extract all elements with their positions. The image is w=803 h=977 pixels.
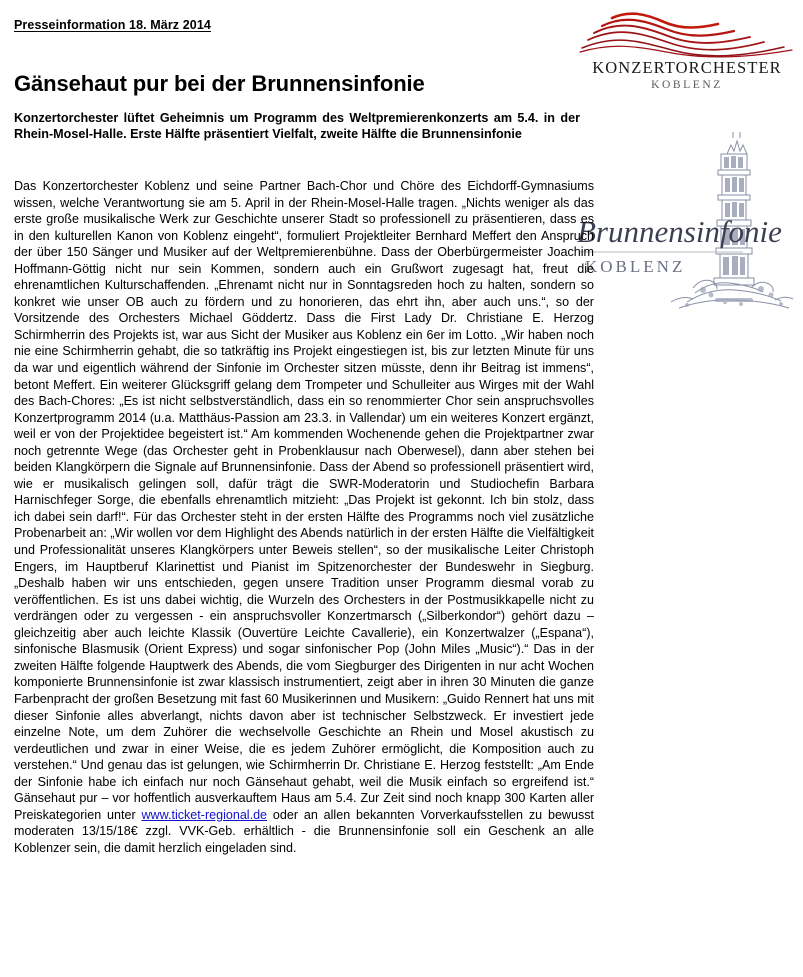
fountain-column-icon xyxy=(575,130,800,320)
konzertorchester-logo xyxy=(578,8,796,100)
subheadline: Konzertorchester lüftet Geheimnis um Programm des Weltpremierenkonzerts am 5.4. in der Rhein-Mosel-Halle. Erste Hälfte präsentiert Vielfalt, zweite Hälfte die Brunnensinfonie xyxy=(14,111,580,142)
article-body xyxy=(14,178,594,856)
brunnensinfonie-wordmark: Brunnensinfonie xyxy=(577,214,782,249)
article-body-part-2: oder an allen bekannten Vorverkaufsstellen zu bewusst moderaten 13/15/18€ zzgl. VVK-Geb. erhältlich - die Brunnensinfonie soll ein Geschenk an alle Koblenzer sein, die damit herzlich eingeladen sind. xyxy=(14,807,595,855)
page-title: Gänsehaut pur bei der Brunnensinfonie xyxy=(14,70,425,96)
article-body-part-1: Das Konzertorchester Koblenz und seine Partner Bach-Chor und Chöre des Eichdorff-Gymnasiums wissen, welche Verantwortung sie am 5. April in der Rhein-Mosel-Halle tragen. „Nichts weniger als das erste große musikalische Werk zur Geschichte unserer Stadt so professionell zu präsentieren, dass es in den kulturellen Kanon von Koblenz eingeht“, formuliert Projektleiter Bernhard Meffert den Anspruch der über 150 Sänger und Musiker auf der Weltpremierenbühne. Dass der Oberbürgermeister Joachim Hoffmann-Göttig nicht nur sein Kommen, sondern auch ein Grußwort zugesagt hat, freut die ehrenamtlichen Kulturschaffenden. „Ehrenamt nicht nur in Sonntagsreden hoch zu halten, sondern so konkret wie unser OB auch zu fördern und zu honorieren, das ehrt ihn, aber auch uns.“, so der Vorsitzende des Orchesters Michael Göddertz. Dass die First Lady Dr. Christiane E. Herzog Schirmherrin des Projekts ist, war aus Sicht der Musiker aus Koblenz ein 6er im Lotto. „Wir haben noch nie eine Schirmherrin gehabt, die so tatkräftig ins Projekt eingestiegen ist, bis zur letzten Minute für uns da war und eigentlich während der Sinfonie im Orchester sitzen müsste, denn ihr Beitrag ist immens“, betont Meffert. Ein weiterer Glücksgriff gelang dem Trompeter und Schulleiter aus Wirges mit der Wahl des Bach-Chores: „Es ist nicht selbstverständlich, dass ein so renommierter Chor sein anspruchsvolles Konzertprogramm 2014 (u.a. Matthäus-Passion am 23.3. in Vallendar) um ein weiteres Konzert ergänzt, weil er von der Projektidee begeistert ist.“ Am kommenden Wochenende gehen die Projektpartner zwar noch getrennte Wege (das Orchester geht in Probenklausur nach Oberwesel), dann aber stehen bei beiden Klangkörpern die Signale auf Brunnensinfonie. Dass der Abend so professionell präsentiert wird, wie er musikalisch gelingen soll, dafür trägt die SWR-Moderatorin und Studiochefin Barbara Harnischfeger Sorge, die ebenfalls ehrenamtlich mitzieht: „Das Projekt ist gekonnt. Ich bin stolz, dass ich dabei sein darf!“. Für das Orchester steht in der ersten Hälfte des Programms noch viel zusätzliche Probenarbeit an: „Wir wollen vor dem Highlight des Abends natürlich in der ersten Hälfte die Vielfältigkeit und Professionalität unseres Klangkörpers unter Beweis stellen“, so der musikalische Leiter Christoph Engers, im Hauptberuf Klarinettist und Pianist im Spitzenorchester der Bundeswehr in Siegburg. „Deshalb haben wir uns entschieden, gegen unsere Tradition unser Programm diesmal vorab zu veröffentlichen. Es ist uns dabei wichtig, die Wurzeln des Orchesters in der Postmusikkapelle nicht zu verdrängen oder zu vergessen - ein anspruchsvoller Konzertmarsch („Silberkondor“) gehört dazu – gleichzeitig aber auch leichte Klassik (Ouvertüre Leichte Cavallerie), ein Konzertwalzer („Espana“), sinfonische Blasmusik (Orient Express) und sogar sinfonischer Pop (John Miles „Music“).“ Das in der zweiten Hälfte folgende Hauptwerk des Abends, die vom Siegburger des Dirigenten in nur acht Wochen komponierte Brunnensinfonie ist zwar klassisch instrumentiert, zeigt aber in ihren 30 Minuten die ganze Farbenpracht der großen Besetzung mit fast 60 Musikerinnen und Musikern: „Guido Rennert hat uns mit dieser Sinfonie alles abverlangt, nichts davon aber ist technischer Selbstzweck. Er investiert jede einzelne Note, um dem Zuhörer die wechselvolle Geschichte an Rhein und Mosel akustisch zu verdeutlichen und zwar in einer Weise, die es jedem Zuhörer ermöglicht, die Komposition auch zu verstehen.“ Und genau das ist gelungen, wie Schirmherrin Dr. Christiane E. Herzog feststellt: „Am Ende der Sinfonie habe ich einfach nur noch Gänsehaut gehabt, weil die Musik einfach so ergreifend ist.“ Gänsehaut pur – vor hoffentlich ausverkauftem Haus am 5.4. Zur Zeit sind noch knapp 300 Karten aller Preiskategorien unter xyxy=(14,179,594,822)
dateline: Presseinformation 18. März 2014 xyxy=(14,18,211,32)
konzertorchester-logo-name: KONZERTORCHESTER xyxy=(592,58,782,77)
wave-lines-icon xyxy=(578,8,796,60)
brunnensinfonie-logo xyxy=(575,130,800,320)
brunnensinfonie-wordmark-city: KOBLENZ xyxy=(585,257,686,276)
ticket-regional-link[interactable]: www.ticket-regional.de xyxy=(141,807,268,822)
konzertorchester-logo-city: KOBLENZ xyxy=(651,79,723,91)
